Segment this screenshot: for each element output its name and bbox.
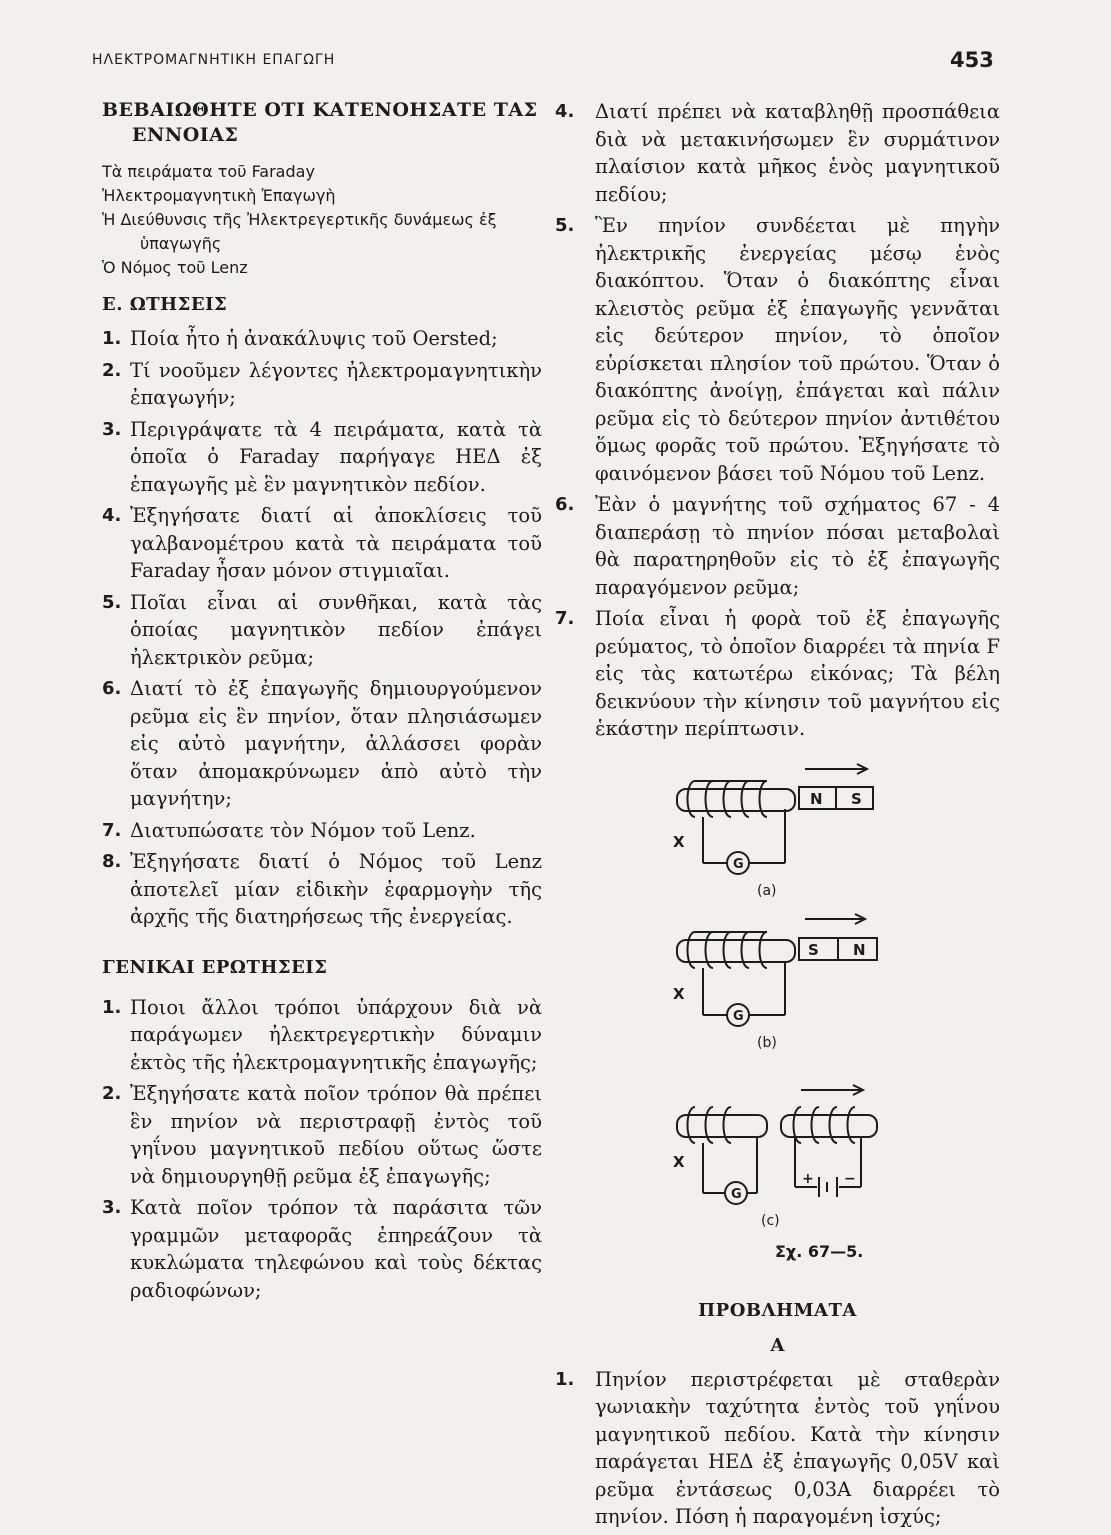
question-number: 1. <box>102 328 122 349</box>
question-text: Ποῖαι εἶναι αἱ συνθῆκαι, κατὰ τὰς ὁποίας μαγνητικὸν πεδίον ἐπάγει ἠλεκτρικὸν ρεῦμα; <box>130 590 542 669</box>
label-sub-a: (a) <box>757 882 777 899</box>
question-number: 5. <box>102 591 122 613</box>
label-g-a: G <box>733 856 744 872</box>
running-head: ΗΛΕΚΤΡΟΜΑΓΝΗΤΙΚΗ ΕΠΑΓΩΓΗ <box>92 52 336 68</box>
concepts-list <box>102 160 542 280</box>
problem-item <box>555 1366 1000 1531</box>
coil-core-b <box>677 940 795 962</box>
problems-list <box>555 1366 1000 1531</box>
diagram-b <box>677 914 877 1026</box>
right-column <box>555 98 1000 1535</box>
figure-67-5 <box>555 747 1000 1262</box>
question-item <box>102 817 542 845</box>
magnet-a-left-label: N <box>810 789 823 808</box>
question-number: 6. <box>102 678 122 699</box>
concept-item: Ἡ Διεύθυνσις τῆς Ἠλεκτρεγερτικῆς δυνάμεως ἐξ ὑπαγωγῆς <box>102 210 497 253</box>
figure-caption: Σχ. 67—5. <box>775 1241 864 1261</box>
coil-core-c1 <box>677 1115 767 1137</box>
general-question-number: 2. <box>102 1083 122 1104</box>
general-question-text: Ἐξηγήσατε κατὰ ποῖον τρόπον θὰ πρέπει ἓν πηνίον νὰ περιστραφῇ ἐντὸς τοῦ γηΐνου μαγνητικοῦ πεδίου οὕτως ὥστε νὰ δημιουργηθῇ ρεῦμα ἐξ ἐπαγωγῆς; <box>130 1082 542 1188</box>
question-item <box>102 416 542 499</box>
general-question-text: Διατί πρέπει νὰ καταβληθῇ προσπάθεια διὰ νὰ μετακινήσωμεν ἓν συρμάτινον πλαίσιον κατὰ μῆκος ἑνὸς μαγνητικοῦ πεδίου; <box>595 100 1000 206</box>
concepts-heading-line2: ΕΝΝΟΙΑΣ <box>132 124 239 146</box>
general-question-item <box>555 212 1000 487</box>
figure-labels <box>673 790 866 1229</box>
general-question-number: 1. <box>102 996 122 1018</box>
general-questions-title: ΓΕΝΙΚΑΙ ΕΡΩΤΗΣΕΙΣ <box>102 956 328 978</box>
question-number: 4. <box>102 505 122 526</box>
label-sub-c: (c) <box>761 1212 780 1229</box>
general-question-number: 7. <box>555 608 575 629</box>
label-g-b: G <box>733 1008 744 1024</box>
coil-core-a <box>677 789 795 811</box>
general-question-item <box>555 98 1000 208</box>
general-question-text: Ποία εἶναι ἡ φορὰ τοῦ ἐξ ἐπαγωγῆς ρεύματος, τὸ ὁποῖον διαρρέει τὰ πηνία F εἰς τὰς κατωτέρω εἰκόνας; Τὰ βέλη δεικνύουν τὴν κίνησιν τοῦ μαγνήτου εἰς ἑκάστην περίπτωσιν. <box>595 607 1000 740</box>
question-item <box>102 325 542 353</box>
question-item <box>102 502 542 585</box>
question-item <box>102 675 542 813</box>
question-text: Ἐξηγήσατε διατί ὁ Νόμος τοῦ Lenz ἀποτελεῖ μίαν εἰδικὴν ἐφαρμογὴν τῆς ἀρχῆς τῆς διατηρήσεως τῆς ἐνεργείας. <box>130 850 542 928</box>
concepts-heading-line1: ΒΕΒΑΙΩΘΗΤΕ ΟΤΙ ΚΑΤΕΝΟΗΣΑΤΕ ΤΑΣ <box>102 99 538 121</box>
general-question-item <box>102 1194 542 1304</box>
general-questions-list <box>102 994 542 1305</box>
general-question-number: 5. <box>555 215 575 236</box>
general-question-number: 4. <box>555 101 575 122</box>
question-text: Τί νοοῦμεν λέγοντες ἠλεκτρομαγνητικὴν ἐπαγωγήν; <box>130 358 542 409</box>
magnet-b-right-label: N <box>853 940 866 959</box>
label-x-a: X <box>673 832 685 851</box>
label-sub-b: (b) <box>757 1034 777 1051</box>
page-number: 453 <box>950 48 994 72</box>
concept-item: Ἠλεκτρομαγνητικὴ Ἐπαγωγὴ <box>102 186 336 205</box>
question-text: Ἐξηγήσατε διατί αἱ ἀποκλίσεις τοῦ γαλβανομέτρου κατὰ τὰ πειράματα τοῦ Faraday ἦσαν μόνον στιγμιαῖαι. <box>130 504 542 582</box>
question-number: 2. <box>102 359 122 381</box>
concepts-heading <box>102 98 542 148</box>
label-x-c: X <box>673 1152 685 1171</box>
question-item <box>102 357 542 412</box>
question-item <box>102 589 542 672</box>
battery-plus-label: + <box>802 1170 814 1187</box>
question-item <box>102 848 542 931</box>
general-question-text: Κατὰ ποῖον τρόπον τὰ παράσιτα τῶν γραμμῶν μεταφορᾶς ἐπηρεάζουν τὰ κυκλώματα τηλεφώνου καὶ τοὺς δέκτας ραδιοφώνων; <box>130 1196 542 1302</box>
questions-title: Ε. ΩΤΗΣΕΙΣ <box>102 294 228 315</box>
question-text: Διατί τὸ ἐξ ἐπαγωγῆς δημιουργούμενον ρεῦμα εἰς ἓν πηνίον, ὅταν πλησιάσωμεν εἰς αὐτὸ μαγνήτην, ἀλλάσσει φορὰν ὅταν ἀπομακρύνωμεν ἀπὸ αὐτὸ τὴν μαγνήτην; <box>130 677 542 810</box>
general-question-number: 3. <box>102 1197 122 1218</box>
general-question-item <box>555 605 1000 743</box>
general-question-item <box>555 491 1000 601</box>
general-questions-continued <box>555 98 1000 743</box>
problems-title: ΠΡΟΒΛΗΜΑΤΑ <box>698 1299 857 1321</box>
question-number: 8. <box>102 851 122 872</box>
diagram-a <box>677 764 873 874</box>
question-number: 3. <box>102 418 122 440</box>
magnet-b-left-label: S <box>808 940 819 959</box>
general-question-text: Ἐὰν ὁ μαγνήτης τοῦ σχήματος 67 - 4 διαπεράσῃ τὸ πηνίον πόσαι μεταβολαὶ θὰ παρατηρηθοῦν εἰς τὸ ἐξ ἐπαγωγῆς παραγόμενον ρεῦμα; <box>595 493 1000 599</box>
general-question-text: Ἓν πηνίον συνδέεται μὲ πηγὴν ἠλεκτρικῆς ἐνεργείας μέσῳ ἑνὸς διακόπτου. Ὅταν ὁ διακόπτης εἶναι κλειστὸς ρεῦμα ἐξ ἐπαγωγῆς γεννᾶται εἰς δεύτερον πηνίον, τὸ ὁποῖον εὑρίσκεται πλησίον τοῦ πρώτου. Ὅταν ὁ διακόπτης ἀνοίγῃ, ἐπάγεται καὶ πάλιν ρεῦμα εἰς τὸ δεύτερον πηνίον ἀντιθέτου ὅμως φορᾶς τοῦ πρώτου. Ἐξηγήσατε τὸ φαινόμενον βάσει τοῦ Νόμου τοῦ Lenz. <box>595 214 1000 485</box>
question-text: Περιγράψατε τὰ 4 πειράματα, κατὰ τὰ ὁποῖα ὁ Faraday παρήγαγε ΗΕΔ ἐξ ἐπαγωγῆς μὲ ἓν μαγνητικὸν πεδίον. <box>130 417 542 496</box>
general-question-item <box>102 994 542 1077</box>
magnet-a-right-label: S <box>851 789 862 808</box>
question-text: Ποία ἦτο ἡ ἀνακάλυψις τοῦ Oersted; <box>130 327 498 350</box>
question-number: 7. <box>102 819 122 841</box>
general-question-number: 6. <box>555 494 575 515</box>
general-question-text: Ποιοι ἄλλοι τρόποι ὑπάρχουν διὰ νὰ παράγωμεν ἠλεκτρεγερτικὴν δύναμιν ἐκτὸς τῆς ἠλεκτρομαγνητικῆς ἐπαγωγῆς; <box>130 995 542 1074</box>
general-question-item <box>102 1080 542 1190</box>
questions-list <box>102 325 542 931</box>
battery-minus-label: − <box>844 1170 856 1187</box>
label-x-b: X <box>673 984 685 1003</box>
problem-text: Πηνίον περιστρέφεται μὲ σταθερὰν γωνιακὴν ταχύτητα ἐντὸς τοῦ γηΐνου μαγνητικοῦ πεδίου. Κατὰ τὴν κίνησιν παράγεται ΗΕΔ ἐξ ἐπαγωγῆς 0,05V καὶ ρεῦμα ἐντάσεως 0,03Α διαρρέει τὸ πηνίον. Πόση ἡ παραγομένη ἰσχύς; <box>595 1367 1000 1528</box>
problem-number: 1. <box>555 1368 575 1390</box>
problems-subtitle: Α <box>770 1334 785 1356</box>
question-text: Διατυπώσατε τὸν Νόμον τοῦ Lenz. <box>130 818 476 842</box>
concept-item: Τὰ πειράματα τοῦ Faraday <box>102 162 315 181</box>
concept-item: Ὁ Νόμος τοῦ Lenz <box>102 258 248 277</box>
left-column <box>102 98 542 1308</box>
label-g-c: G <box>731 1186 742 1202</box>
circuit-diagrams <box>555 747 1000 1257</box>
